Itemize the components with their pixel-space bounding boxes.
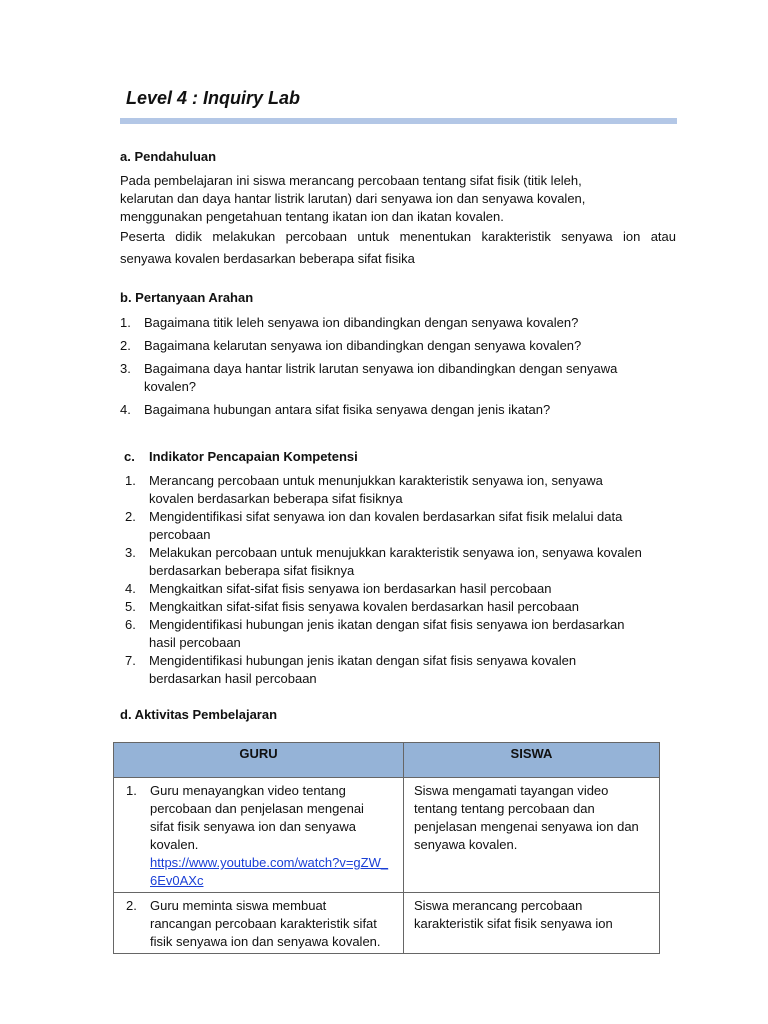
row-number: 1. bbox=[126, 783, 137, 798]
list-item bbox=[125, 472, 645, 508]
list-text: Mengkaitkan sifat-sifat fisis senyawa kovalen berdasarkan hasil percobaan bbox=[149, 599, 579, 614]
list-item bbox=[125, 598, 645, 616]
list-number: 5. bbox=[125, 599, 136, 614]
document-title: Level 4 : Inquiry Lab bbox=[126, 88, 301, 108]
section-b-heading: b. Pertanyaan Arahan bbox=[120, 290, 254, 305]
list-number: 3. bbox=[125, 545, 136, 560]
guru-text: Guru meminta siswa membuat rancangan percobaan karakteristik sifat fisik senyawa ion dan senyawa kovalen. bbox=[150, 898, 381, 949]
guru-text: Guru menayangkan video tentang percobaan dan penjelasan mengenai sifat fisik senyawa ion dan senyawa kovalen. bbox=[150, 783, 364, 852]
section-c-heading: Indikator Pencapaian Kompetensi bbox=[149, 449, 358, 464]
section-a-paragraph-1 bbox=[120, 172, 680, 226]
video-link[interactable]: https://www.youtube.com/watch?v=gZW_6Ev0AXc bbox=[150, 855, 389, 888]
siswa-cell: Siswa merancang percobaan karakteristik sifat fisik senyawa ion bbox=[404, 893, 660, 954]
list-item bbox=[120, 360, 660, 396]
list-text: Merancang percobaan untuk menunjukkan karakteristik senyawa ion, senyawa kovalen berdasarkan beberapa sifat fisiknya bbox=[149, 473, 603, 506]
list-text: Bagaimana daya hantar listrik larutan senyawa ion dibandingkan dengan senyawa kovalen? bbox=[144, 361, 618, 394]
list-item bbox=[120, 337, 660, 355]
guru-cell bbox=[114, 778, 404, 893]
section-a-heading: a. Pendahuluan bbox=[120, 149, 217, 164]
list-text: Bagaimana kelarutan senyawa ion dibandingkan dengan senyawa kovalen? bbox=[144, 338, 582, 353]
list-item bbox=[120, 314, 660, 332]
list-number: 3. bbox=[120, 361, 131, 376]
list-item bbox=[125, 652, 645, 688]
list-item bbox=[120, 401, 660, 419]
list-text: Bagaimana titik leleh senyawa ion dibandingkan dengan senyawa kovalen? bbox=[144, 315, 579, 330]
list-text: Mengidentifikasi hubungan jenis ikatan dengan sifat fisis senyawa ion berdasarkan hasil percobaan bbox=[149, 617, 625, 650]
section-c-label: c. bbox=[124, 449, 135, 464]
text-line: Pada pembelajaran ini siswa merancang percobaan tentang sifat fisik (titik leleh, bbox=[120, 173, 582, 188]
text-line: Peserta didik melakukan percobaan untuk menentukan karakteristik senyawa ion atau bbox=[120, 229, 676, 244]
list-item bbox=[125, 616, 645, 652]
section-a-paragraph-2 bbox=[120, 226, 676, 270]
list-number: 7. bbox=[125, 653, 136, 668]
list-number: 2. bbox=[125, 509, 136, 524]
competency-indicators-list bbox=[125, 472, 645, 688]
list-item bbox=[125, 580, 645, 598]
list-number: 4. bbox=[125, 581, 136, 596]
table-row bbox=[114, 778, 660, 893]
list-number: 2. bbox=[120, 338, 131, 353]
text-line: kelarutan dan daya hantar listrik larutan) dari senyawa ion dan senyawa kovalen, bbox=[120, 191, 586, 206]
header-guru: GURU bbox=[114, 743, 404, 778]
guiding-questions-list bbox=[120, 314, 660, 424]
section-d-heading: d. Aktivitas Pembelajaran bbox=[120, 707, 278, 722]
table-header-row bbox=[114, 743, 660, 778]
list-number: 4. bbox=[120, 402, 131, 417]
text-line: menggunakan pengetahuan tentang ikatan ion dan ikatan kovalen. bbox=[120, 209, 504, 224]
list-text: Bagaimana hubungan antara sifat fisika senyawa dengan jenis ikatan? bbox=[144, 402, 551, 417]
table-row bbox=[114, 893, 660, 954]
text-line: senyawa kovalen berdasarkan beberapa sifat fisika bbox=[120, 251, 415, 266]
list-number: 1. bbox=[120, 315, 131, 330]
row-number: 2. bbox=[126, 898, 137, 913]
guru-cell bbox=[114, 893, 404, 954]
list-text: Mengidentifikasi sifat senyawa ion dan kovalen berdasarkan sifat fisik melalui data percobaan bbox=[149, 509, 623, 542]
list-item bbox=[125, 508, 645, 544]
list-number: 6. bbox=[125, 617, 136, 632]
list-text: Mengkaitkan sifat-sifat fisis senyawa ion berdasarkan hasil percobaan bbox=[149, 581, 552, 596]
list-text: Mengidentifikasi hubungan jenis ikatan dengan sifat fisis senyawa kovalen berdasarkan hasil percobaan bbox=[149, 653, 577, 686]
list-item bbox=[125, 544, 645, 580]
header-siswa: SISWA bbox=[404, 743, 660, 778]
siswa-cell: Siswa mengamati tayangan video tentang tentang percobaan dan penjelasan mengenai senyawa ion dan senyawa kovalen. bbox=[404, 778, 660, 893]
list-text: Melakukan percobaan untuk menujukkan karakteristik senyawa ion, senyawa kovalen berdasarkan beberapa sifat fisiknya bbox=[149, 545, 642, 578]
list-number: 1. bbox=[125, 473, 136, 488]
title-underline-bar bbox=[120, 118, 677, 124]
guru-text-block bbox=[150, 782, 390, 890]
learning-activities-table bbox=[113, 742, 660, 954]
